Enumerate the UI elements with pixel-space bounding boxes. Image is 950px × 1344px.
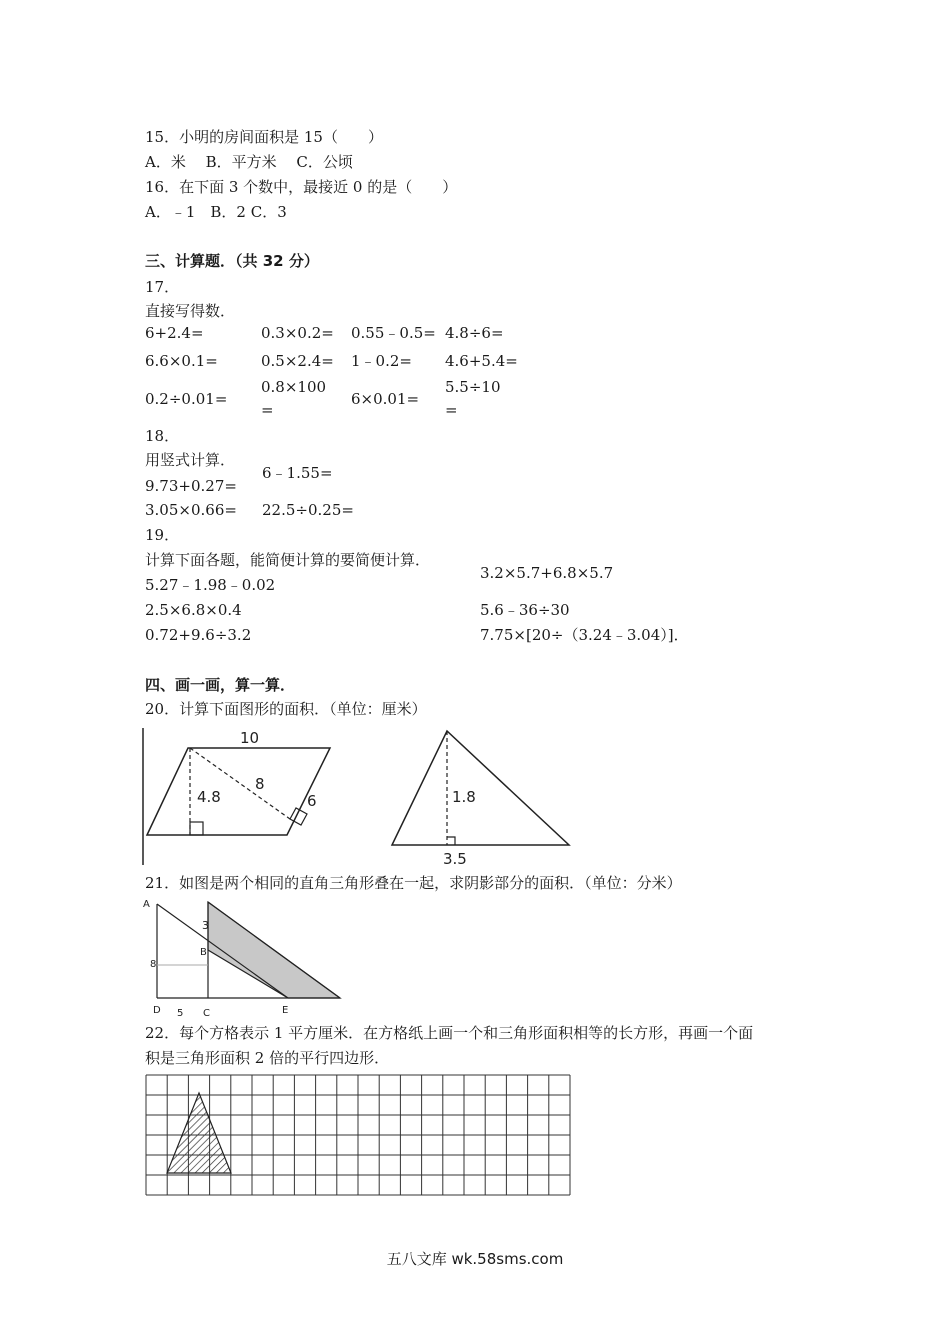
q18-item4: 22.5÷0.25= xyxy=(262,501,354,519)
label-E: E xyxy=(282,1005,289,1016)
q17-r1c3: 0.55﹣0.5= xyxy=(351,324,436,342)
q20-figures xyxy=(140,725,580,870)
q18-item1: 9.73+0.27= xyxy=(145,477,237,495)
label-C: C xyxy=(203,1008,210,1019)
q17-r2c1: 6.6×0.1= xyxy=(145,352,218,370)
q19-item1: 5.27﹣1.98﹣0.02 xyxy=(145,576,276,594)
q17-r1c4: 4.8÷6= xyxy=(445,324,504,342)
label-top: 10 xyxy=(240,729,260,747)
q19-item6: 7.75×[20÷（3.24﹣3.04）]． xyxy=(480,626,689,644)
q17-r1c2: 0.3×0.2= xyxy=(261,324,334,342)
q17-r3c3: 6×0.01= xyxy=(351,390,420,408)
q19-item3: 2.5×6.8×0.4 xyxy=(145,601,242,619)
q17-r3c4: 5.5÷10 xyxy=(445,378,501,396)
q18-item3: 3.05×0.66= xyxy=(145,501,237,519)
label-five: 5 xyxy=(177,1008,184,1019)
label-D: D xyxy=(153,1005,161,1016)
q22-grid xyxy=(145,1074,573,1196)
q22-line1: 22．每个方格表示 1 平方厘米．在方格纸上画一个和三角形面积相等的长方形，再画一个面 xyxy=(145,1024,754,1042)
q17-r2c3: 1﹣0.2= xyxy=(351,352,412,370)
q19-item4: 5.6﹣36÷30 xyxy=(480,601,570,619)
q22-line2: 积是三角形面积 2 倍的平行四边形． xyxy=(145,1049,390,1067)
right-angle-mark-1 xyxy=(190,822,203,835)
q17-instruction: 直接写得数． xyxy=(145,302,236,320)
q16-options: A．﹣1 B．2 C．3 xyxy=(145,203,287,221)
q17-r3c4-eq: = xyxy=(445,401,458,419)
q15-options: A．米 B．平方米 C．公顷 xyxy=(145,153,353,171)
label-height: 4.8 xyxy=(197,788,221,806)
q16-stem: 16．在下面 3 个数中，最接近 0 的是（ ） xyxy=(145,178,458,196)
q19-item2: 3.2×5.7+6.8×5.7 xyxy=(480,564,614,582)
section4-title: 四、画一画，算一算． xyxy=(145,676,296,694)
parallelogram-diagonal-height xyxy=(190,748,290,819)
q17-r2c2: 0.5×2.4= xyxy=(261,352,334,370)
q21-figure xyxy=(140,895,350,1025)
q17-r2c4: 4.6+5.4= xyxy=(445,352,518,370)
q17-r3c2-eq: = xyxy=(261,401,274,419)
q20-stem: 20．计算下面图形的面积．（单位：厘米） xyxy=(145,700,427,718)
q18-instruction: 用竖式计算． xyxy=(145,451,236,469)
triangle xyxy=(392,731,569,845)
label-tri-base: 3.5 xyxy=(443,850,467,868)
footer-watermark: 五八文库 wk.58sms.com xyxy=(386,1250,564,1268)
q17-number: 17． xyxy=(145,278,180,296)
q18-item2: 6﹣1.55= xyxy=(262,464,333,482)
q18-number: 18． xyxy=(145,427,180,445)
q21-stem: 21．如图是两个相同的直角三角形叠在一起，求阴影部分的面积．（单位：分米） xyxy=(145,874,682,892)
q19-instruction: 计算下面各题，能简便计算的要简便计算． xyxy=(145,551,431,569)
right-angle-mark-3 xyxy=(447,837,455,845)
q19-item5: 0.72+9.6÷3.2 xyxy=(145,626,252,644)
label-side: 6 xyxy=(307,792,317,810)
grid-triangle xyxy=(167,1093,231,1173)
q17-r1c1: 6+2.4= xyxy=(145,324,204,342)
label-A: A xyxy=(143,899,150,910)
label-three: 3 xyxy=(202,919,209,932)
label-B: B xyxy=(200,947,207,958)
label-eight: 8 xyxy=(150,959,157,970)
q17-r3c2: 0.8×100 xyxy=(261,378,327,396)
label-tri-height: 1.8 xyxy=(452,788,476,806)
label-diagonal: 8 xyxy=(255,775,265,793)
q17-r3c1: 0.2÷0.01= xyxy=(145,390,228,408)
q15-stem: 15．小明的房间面积是 15（ ） xyxy=(145,128,383,146)
q19-number: 19． xyxy=(145,526,180,544)
section3-title: 三、计算题．（共 32 分） xyxy=(145,252,319,270)
